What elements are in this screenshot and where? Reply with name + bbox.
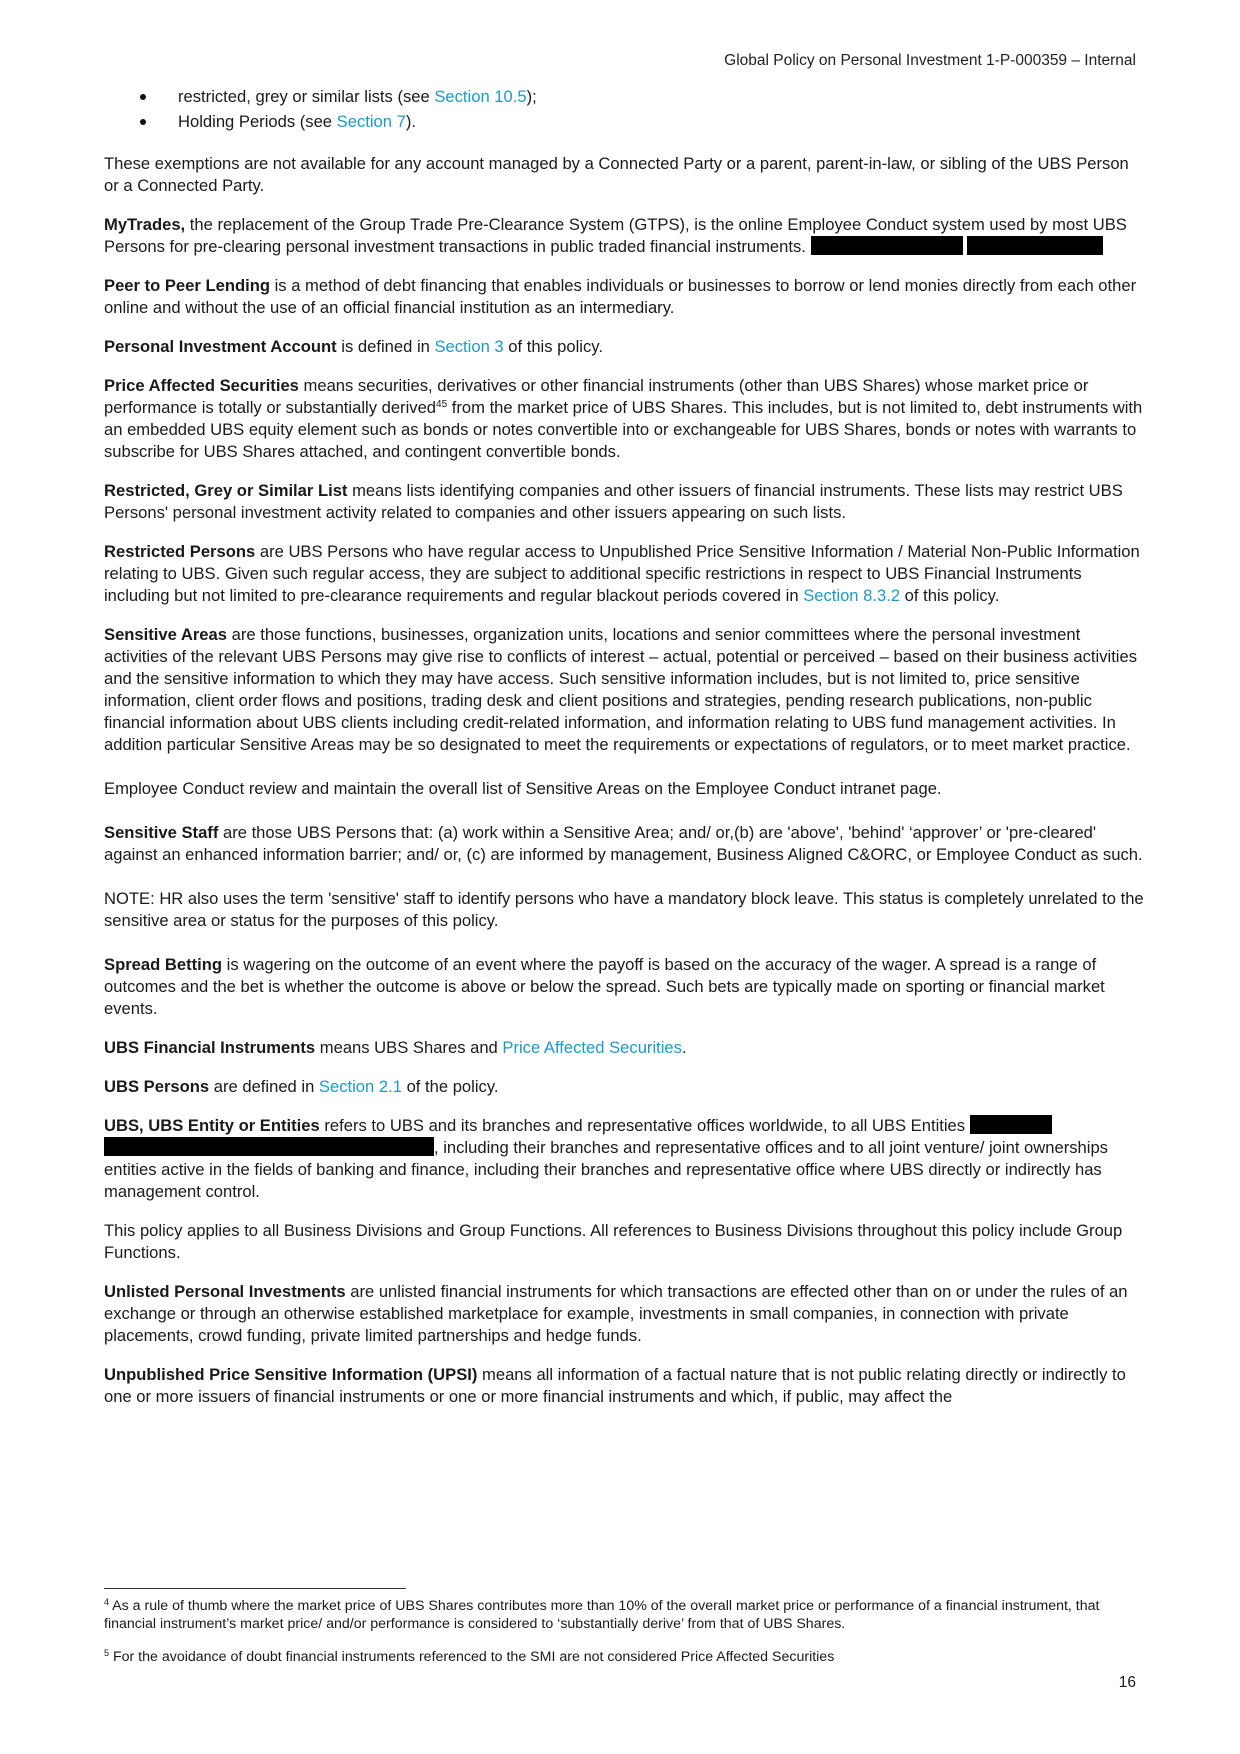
defined-term: Unlisted Personal Investments: [104, 1282, 346, 1301]
redaction-block: [104, 1137, 434, 1156]
redaction-block: [811, 236, 963, 255]
redaction-block: [967, 236, 1103, 255]
personal-investment-account-definition: Personal Investment Account is defined in Section 3 of this policy.: [104, 337, 603, 356]
section-link[interactable]: Section 7: [336, 112, 406, 131]
defined-term: MyTrades,: [104, 215, 186, 234]
sensitive-areas-definition: Sensitive Areas are those functions, businesses, organization units, locations and senior committees where the personal investment activities of the relevant UBS Persons may give rise to conflicts of interest – actual, potential or perceived – based on their business activities and the sensitive information to which they may have access. Such sensitive information includes, but is not limited to, price sensitive information, client order flows and positions, trading desk and client positions and strategies, pending research publications, non-public financial information about UBS clients including credit-related information, and information relating to UBS fund management activities. In addition particular Sensitive Areas may be so designated to meet the requirements or expectations of regulators, or to meet market practice.: [104, 625, 1138, 754]
defined-term: Sensitive Areas: [104, 625, 227, 644]
restricted-persons-definition: Restricted Persons are UBS Persons who have regular access to Unpublished Price Sensitive Information / Material Non-Public Information relating to UBS. Given such regular access, they are subject to additional specific restrictions in respect to UBS Financial Instruments including but not limited to pre-clearance requirements and regular blackout periods covered in Section 8.3.2 of this policy.: [104, 542, 1140, 605]
restricted-list-definition: Restricted, Grey or Similar List means lists identifying companies and other issuers of financial instruments. These lists may restrict UBS Persons' personal investment activity related to companies and other issuers appearing on such lists.: [104, 481, 1123, 522]
defined-term: Spread Betting: [104, 955, 223, 974]
ubs-entity-definition: UBS, UBS Entity or Entities refers to UBS and its branches and representative offices worldwide, to all UBS Entities , including their branches and representative offices and to all joint venture/ joint ownerships entities active in the fields of banking and finance, including their branches and representative office where UBS directly or indirectly has management control.: [104, 1116, 1108, 1201]
ubs-persons-definition: UBS Persons are defined in Section 2.1 of the policy.: [104, 1077, 499, 1096]
list-item: restricted, grey or similar lists (see Section 10.5);: [178, 86, 1144, 108]
mytrades-definition: MyTrades, the replacement of the Group Trade Pre-Clearance System (GTPS), is the online Employee Conduct system used by most UBS Persons for pre-clearing personal investment transactions in public traded financial instruments.: [104, 215, 1127, 256]
section-link[interactable]: Price Affected Securities: [502, 1038, 682, 1057]
footnote: $^4$ As a rule of thumb where the market price of UBS Shares contributes more than 10% of the overall market price or performance of a financial instrument, that financial instrument’s market price/ and/or performance is considered to ‘substantially derive’ from that of UBS Shares.: [104, 1597, 1100, 1632]
footnote-divider: [104, 1588, 406, 1589]
defined-term: Price Affected Securities: [104, 376, 299, 395]
footnote-reference[interactable]: 45: [436, 399, 448, 410]
price-affected-securities-definition: Price Affected Securities means securities, derivatives or other financial instruments (other than UBS Shares) whose market price or performance is totally or substantially derived$^{45}$ from the market price of UBS Shares. This includes, but is not limited to, debt instruments with an embedded UBS equity element such as bonds or notes convertible into or exchangeable for UBS Shares, bonds or notes with warrants to subscribe for UBS Shares attached, and contingent convertible bonds.: [104, 376, 1143, 461]
page-number: 16: [1118, 1674, 1136, 1691]
exemptions-paragraph: These exemptions are not available for any account managed by a Connected Party or a parent, parent-in-law, or sibling of the UBS Person or a Connected Party.: [104, 154, 1129, 195]
note-paragraph: NOTE: HR also uses the term 'sensitive' staff to identify persons who have a mandatory block leave. This status is completely unrelated to the sensitive area or status for the purposes of this policy.: [104, 889, 1144, 930]
employee-conduct-paragraph: Employee Conduct review and maintain the overall list of Sensitive Areas on the Employee Conduct intranet page.: [104, 779, 942, 798]
section-link[interactable]: Section 3: [434, 337, 504, 356]
unlisted-investments-definition: Unlisted Personal Investments are unlisted financial instruments for which transactions are effected other than on or under the rules of an exchange or through an otherwise established marketplace for example, investments in small companies, in connection with private placements, crowd funding, private limited partnerships and hedge funds.: [104, 1282, 1128, 1345]
page-header: Global Policy on Personal Investment 1-P-000359 – Internal: [724, 52, 1136, 69]
defined-term: Unpublished Price Sensitive Information (UPSI): [104, 1365, 478, 1384]
defined-term: UBS Persons: [104, 1077, 210, 1096]
redaction-block: [970, 1115, 1052, 1134]
section-link[interactable]: Section 10.5: [434, 87, 527, 106]
footnote: $^5$ For the avoidance of doubt financial instruments referenced to the SMI are not considered Price Affected Securities: [104, 1648, 835, 1665]
defined-term: Sensitive Staff: [104, 823, 219, 842]
defined-term: Restricted Persons: [104, 542, 256, 561]
defined-term: Peer to Peer Lending: [104, 276, 270, 295]
list-item: Holding Periods (see Section 7).: [178, 111, 1144, 133]
section-link[interactable]: Section 2.1: [318, 1077, 402, 1096]
defined-term: UBS, UBS Entity or Entities: [104, 1116, 320, 1135]
defined-term: UBS Financial Instruments: [104, 1038, 316, 1057]
spread-betting-definition: Spread Betting is wagering on the outcome of an event where the payoff is based on the accuracy of the wager. A spread is a range of outcomes and the bet is whether the outcome is above or below the spread. Such bets are typically made on sporting or financial market events.: [104, 955, 1105, 1018]
ubs-financial-instruments-definition: UBS Financial Instruments means UBS Shares and Price Affected Securities.: [104, 1038, 687, 1057]
peer-to-peer-definition: Peer to Peer Lending is a method of debt financing that enables individuals or businesses to borrow or lend monies directly from each other online and without the use of an official financial institution as an intermediary.: [104, 276, 1137, 317]
defined-term: Personal Investment Account: [104, 337, 337, 356]
policy-applies-paragraph: This policy applies to all Business Divisions and Group Functions. All references to Business Divisions throughout this policy include Group Functions.: [104, 1221, 1123, 1262]
bullet-list: [104, 86, 1144, 133]
upsi-definition: Unpublished Price Sensitive Information (UPSI) means all information of a factual nature that is not public relating directly or indirectly to one or more issuers of financial instruments or one or more financial instruments and which, if public, may affect the: [104, 1365, 1126, 1406]
footnotes: [104, 1598, 1144, 1683]
page-content: [104, 86, 1144, 1425]
section-link[interactable]: Section 8.3.2: [803, 586, 901, 605]
sensitive-staff-definition: Sensitive Staff are those UBS Persons that: (a) work within a Sensitive Area; and/ or,(b) are 'above', 'behind' ‘approver’ or 'pre-cleared' against an enhanced information barrier; and/ or, (c) are informed by management, Business Aligned C&ORC, or Employee Conduct as such.: [104, 823, 1143, 864]
defined-term: Restricted, Grey or Similar List: [104, 481, 348, 500]
